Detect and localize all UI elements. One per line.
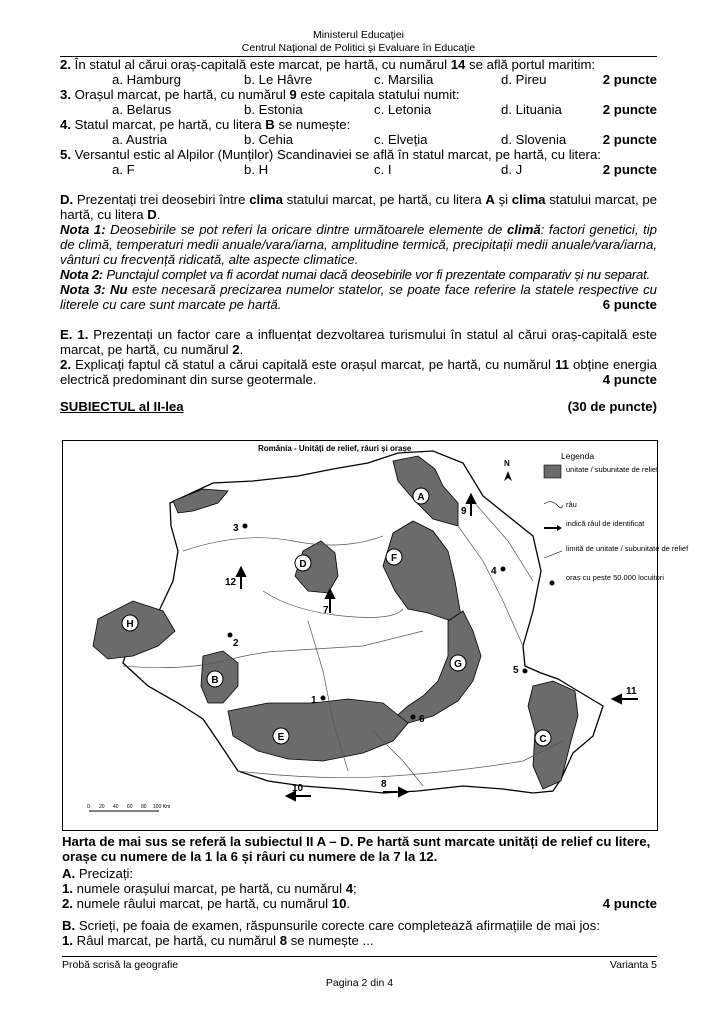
q4-option-b: b. Cehia — [244, 132, 294, 147]
nota2-label: Nota 2: — [60, 267, 103, 282]
relief-letter-a: A — [417, 492, 425, 503]
a-i2-text: numele râului marcat, pe hartă, cu numărul — [73, 896, 332, 911]
question-5 — [60, 147, 657, 162]
d-w3: clima — [511, 192, 546, 207]
scale-60: 60 — [127, 804, 133, 810]
e-num2: 2. — [60, 357, 71, 372]
q2-text-a: În statul al cărui oraș-capitală este marcat, pe hartă, cu numărul — [71, 57, 451, 72]
city-1-dot — [321, 696, 326, 701]
q3-number: 9 — [289, 87, 297, 102]
scale-40: 40 — [113, 804, 119, 810]
map-caption — [62, 834, 657, 864]
section-b-item-1 — [62, 933, 657, 948]
a-text: Precizați: — [75, 866, 134, 881]
scale-20: 20 — [99, 804, 105, 810]
b-letter: B. — [62, 918, 76, 933]
e-n1: 2 — [232, 342, 240, 357]
river-11-label: 11 — [626, 686, 637, 697]
relief-letter-g: G — [454, 659, 462, 670]
legend-title: Legenda — [561, 451, 595, 461]
river-7-label: 7 — [323, 605, 329, 616]
q3-option-b: b. Estonia — [244, 102, 303, 117]
river-8-label: 8 — [381, 779, 387, 790]
question-4 — [60, 117, 657, 132]
nota3-text: este necesară precizarea numelor statelor, se poate face referire la statele respective cu literele cu care sunt marcate pe hartă. — [60, 282, 657, 312]
subiect-2-title: SUBIECTUL al II-lea — [60, 399, 184, 414]
a-i2-bold: 10 — [331, 896, 347, 911]
q2-option-d: d. Pireu — [501, 72, 547, 87]
legend-relief: unitate / subunitate de relief — [566, 465, 659, 474]
legend-river-swatch — [544, 502, 562, 508]
a-i2-num: 2. — [62, 896, 73, 911]
section-b-heading — [62, 918, 657, 933]
section-a-b — [62, 866, 657, 948]
north-arrow — [504, 459, 512, 481]
a-points: 4 puncte — [602, 896, 657, 911]
b-text: Scrieți, pe foaia de examen, răspunsurile corecte care completează afirmațiile de mai jos: — [75, 918, 601, 933]
a-i1-end: ; — [353, 881, 357, 896]
footer-right: Varianta 5 — [609, 959, 657, 971]
q5-option-a: a. F — [112, 162, 135, 177]
relief-letter-d: D — [299, 559, 307, 570]
d-t1: Prezentați trei deosebiri între — [73, 192, 250, 207]
nota1-text: Deosebirile se pot referi la oricare dintre următoarele elemente de — [105, 222, 507, 237]
legend-arrow-head — [557, 525, 562, 531]
q5-option-d: d. J — [501, 162, 523, 177]
b-i1-bold: 8 — [279, 933, 288, 948]
d-t5: . — [156, 207, 161, 222]
e-t1: Prezentați un factor care a influențat dezvoltarea turismului în statul al cărui oraș-capitală este marcat, pe hartă, cu numărul — [60, 327, 658, 357]
legend-relief-swatch — [544, 465, 561, 478]
q3-points: 2 puncte — [602, 102, 657, 117]
relief-letter-f: F — [390, 553, 398, 564]
city-2-label: 2 — [233, 638, 239, 649]
q4-text-b: se numește: — [274, 117, 351, 132]
city-3-label: 3 — [233, 523, 239, 534]
q4-points: 2 puncte — [602, 132, 657, 147]
q4-option-c: c. Elveția — [374, 132, 428, 147]
river-11-arrowhead — [613, 695, 621, 703]
question-3 — [60, 87, 657, 102]
d-w4: D — [147, 207, 157, 222]
nota3-label: Nota 3: — [60, 282, 106, 297]
scale-100km: 100 Km — [153, 804, 171, 810]
city-4-label: 4 — [491, 566, 497, 577]
q2-options — [60, 72, 657, 87]
legend-arrow: indică râul de identificat — [566, 519, 645, 528]
a-i1-text: numele orașului marcat, pe hartă, cu numărul — [73, 881, 346, 896]
q5-option-c: c. I — [374, 162, 392, 177]
map-legend — [544, 451, 689, 586]
header-ministry: Ministerul Educaţiei — [312, 29, 405, 41]
q3-text-b: este capitala statului numit: — [296, 87, 460, 102]
nota1-end: : factori genetici, tip de climă, temperaturi medii anuale/vara/iarna, amplitudine termică, precipitații medii anuale/vara/iarna, vânturi cu frecvență ridicată, alte aspecte climatice. — [60, 222, 657, 267]
nota3-bold: Nu — [105, 282, 128, 297]
page-footer — [62, 956, 657, 989]
city-6-dot — [411, 715, 416, 720]
a-letter: A. — [62, 866, 76, 881]
caption-line-2: orașe cu numere de la 1 la 6 și râuri cu numere de la 7 la 12. — [62, 849, 438, 864]
b-i1-text: Râul marcat, pe hartă, cu numărul — [73, 933, 280, 948]
q4-text-a: Statul marcat, pe hartă, cu litera — [71, 117, 266, 132]
e-n2: 11 — [554, 357, 569, 372]
d-w2: A — [485, 192, 495, 207]
section-a-item-1 — [62, 881, 657, 896]
scale-80: 80 — [141, 804, 147, 810]
nota2-text: Punctajul complet va fi acordat numai dacă deosebirile vor fi prezentate comparativ și nu separat. — [102, 267, 650, 282]
nota-2 — [60, 267, 657, 282]
q3-options — [60, 102, 657, 117]
q2-option-b: b. Le Hâvre — [244, 72, 313, 87]
q5-option-b: b. H — [244, 162, 269, 177]
legend-city: oraș cu peste 50.000 locuitori — [566, 573, 664, 582]
city-5-label: 5 — [513, 665, 519, 676]
city-6-label: 6 — [419, 714, 425, 725]
map-title: România - Unități de relief, râuri și orașe — [258, 444, 412, 453]
relief-letter-b: B — [211, 675, 219, 686]
e-points: 4 puncte — [602, 372, 657, 387]
q5-options — [60, 162, 657, 177]
q4-num: 4. — [60, 117, 71, 132]
map-svg — [63, 441, 689, 830]
q2-text-b: se află portul maritim: — [465, 57, 596, 72]
d-t4: statului marcat, pe hartă, cu litera — [60, 192, 657, 222]
north-arrow-shape — [504, 471, 512, 481]
q5-points: 2 puncte — [602, 162, 657, 177]
e-t2: Explicați faptul că statul a cărui capitală este orașul marcat, pe hartă, cu numărul — [71, 357, 555, 372]
section-a-item-2 — [62, 896, 657, 911]
q3-num: 3. — [60, 87, 71, 102]
north-label: N — [504, 459, 510, 468]
city-2-dot — [228, 633, 233, 638]
section-a-heading — [62, 866, 657, 881]
d-w1: clima — [249, 192, 283, 207]
nota-1 — [60, 222, 657, 267]
scale-0: 0 — [87, 804, 90, 810]
city-5-dot — [523, 669, 528, 674]
q2-num: 2. — [60, 57, 71, 72]
section-e-1 — [60, 327, 657, 357]
subiect-2-heading — [60, 399, 657, 414]
city-3-dot — [243, 524, 248, 529]
nota1-label: Nota 1: — [60, 222, 106, 237]
caption-line-1: Harta de mai sus se referă la subiectul II A – D. Pe hartă sunt marcate unități de relief cu litere, — [62, 834, 651, 849]
river-10-label: 10 — [292, 783, 304, 794]
e-t2b: obține energia electrică predominant din surse geotermale. — [60, 357, 657, 387]
d-t2: statului marcat, pe hartă, cu litera — [282, 192, 486, 207]
legend-limit-swatch — [544, 551, 562, 558]
b-i1-num: 1. — [62, 933, 73, 948]
q4-option-d: d. Slovenia — [501, 132, 567, 147]
nota1-bold: climă — [506, 222, 541, 237]
q5-text: Versantul estic al Alpilor (Munților) Scandinaviei se află în statul marcat, pe hartă, cu litera: — [71, 147, 601, 162]
header — [60, 0, 657, 55]
section-d — [60, 192, 657, 222]
q4-options — [60, 132, 657, 147]
q2-number: 14 — [450, 57, 466, 72]
q2-option-c: c. Marsilia — [374, 72, 434, 87]
river-12-label: 12 — [225, 577, 237, 588]
city-4-dot — [501, 567, 506, 572]
a-i2-end: . — [346, 896, 351, 911]
q3-option-d: d. Lituania — [501, 102, 562, 117]
a-i1-num: 1. — [62, 881, 73, 896]
question-2 — [60, 57, 657, 72]
legend-limit: limită de unitate / subunitate de relief — [566, 544, 689, 553]
relief-letter-h: H — [126, 619, 134, 630]
subiect-2-points: (30 de puncte) — [567, 399, 657, 414]
legend-city-swatch — [550, 581, 555, 586]
q3-option-a: a. Belarus — [112, 102, 172, 117]
legend-river: râu — [566, 500, 577, 509]
d-letter: D. — [60, 192, 74, 207]
q5-num: 5. — [60, 147, 71, 162]
d-t3: și — [494, 192, 512, 207]
footer-left: Probă scrisă la geografie — [62, 959, 179, 971]
q4-letter: B — [265, 117, 275, 132]
e-letter: E. 1. — [60, 327, 89, 342]
romania-map — [62, 440, 689, 831]
river-9-label: 9 — [461, 506, 467, 517]
header-center: Centrul Naţional de Politici şi Evaluare în Educaţie — [241, 42, 476, 54]
relief-letter-c: C — [539, 734, 547, 745]
scale-bar — [87, 804, 170, 811]
relief-letter-e: E — [277, 732, 285, 743]
b-i1-end: se numește ... — [287, 933, 374, 948]
q3-option-c: c. Letonia — [374, 102, 432, 117]
a-i1-bold: 4 — [345, 881, 354, 896]
footer-page-number: Pagina 2 din 4 — [325, 977, 394, 989]
page-text — [60, 0, 657, 414]
q2-option-a: a. Hamburg — [112, 72, 181, 87]
d-points: 6 puncte — [602, 297, 657, 312]
city-1-label: 1 — [311, 695, 317, 706]
q2-points: 2 puncte — [602, 72, 657, 87]
q3-text-a: Orașul marcat, pe hartă, cu numărul — [71, 87, 290, 102]
q4-option-a: a. Austria — [112, 132, 167, 147]
e-t1b: . — [239, 342, 244, 357]
